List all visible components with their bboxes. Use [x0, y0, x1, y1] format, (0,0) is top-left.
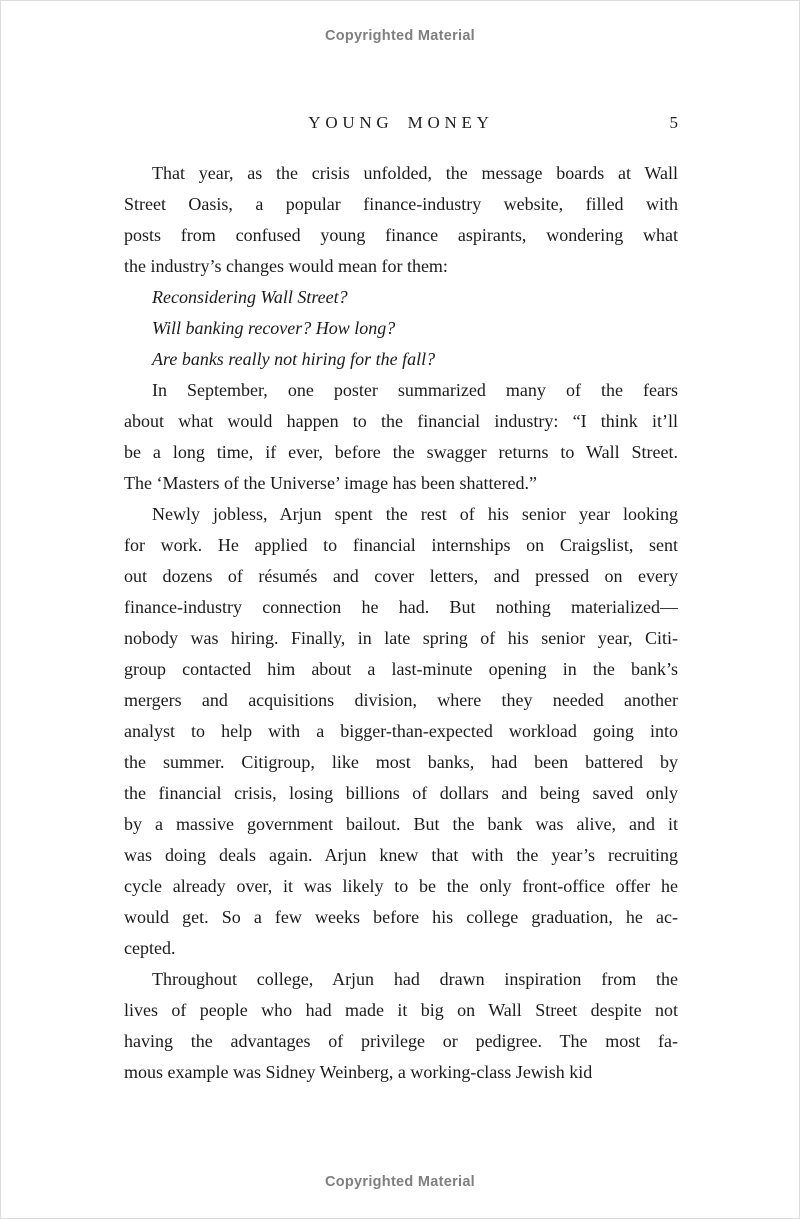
text-line: Reconsidering Wall Street? — [152, 287, 348, 307]
text-line: was doing deals again. Arjun knew that with the year’s recruiting — [124, 845, 678, 865]
text-line: The ‘Masters of the Universe’ image has been shattered.” — [124, 473, 537, 493]
running-header-title: YOUNG MONEY — [308, 113, 494, 132]
page-number: 5 — [669, 113, 678, 132]
text-line: the financial crisis, losing billions of dollars and being saved only — [124, 783, 678, 803]
text-line: by a massive government bailout. But the bank was alive, and it — [124, 814, 678, 834]
text-line: Street Oasis, a popular finance-industry website, filled with — [124, 194, 678, 214]
text-line: for work. He applied to financial internships on Craigslist, sent — [124, 535, 678, 555]
italic-paragraph — [124, 313, 678, 344]
italic-paragraph — [124, 282, 678, 313]
body-text — [124, 158, 678, 1088]
text-line: cycle already over, it was likely to be the only front-office offer he — [124, 876, 678, 896]
text-line: posts from confused young finance aspirants, wondering what — [124, 225, 678, 245]
text-line: That year, as the crisis unfolded, the message boards at Wall — [152, 163, 678, 183]
text-line: out dozens of résumés and cover letters, and pressed on every — [124, 566, 678, 586]
paragraph — [124, 499, 678, 964]
text-line: analyst to help with a bigger-than-expected workload going into — [124, 721, 678, 741]
paragraph — [124, 375, 678, 499]
text-line: mergers and acquisitions division, where they needed another — [124, 690, 678, 710]
text-line: finance-industry connection he had. But nothing materialized— — [124, 597, 678, 617]
text-line: Newly jobless, Arjun spent the rest of his senior year looking — [152, 504, 678, 524]
text-line: having the advantages of privilege or pedigree. The most fa- — [124, 1031, 678, 1051]
copyright-notice-bottom: Copyrighted Material — [324, 1174, 475, 1190]
paragraph — [124, 964, 678, 1088]
text-line: the summer. Citigroup, like most banks, had been battered by — [124, 752, 678, 772]
text-line: would get. So a few weeks before his college graduation, he ac- — [124, 907, 678, 927]
paragraph — [124, 158, 678, 282]
text-line: Will banking recover? How long? — [152, 318, 396, 338]
text-line: about what would happen to the financial industry: “I think it’ll — [124, 411, 678, 431]
text-line: lives of people who had made it big on Wall Street despite not — [124, 1000, 678, 1020]
text-line: be a long time, if ever, before the swagger returns to Wall Street. — [124, 442, 678, 462]
italic-paragraph — [124, 344, 678, 375]
text-line: Throughout college, Arjun had drawn inspiration from the — [152, 969, 678, 989]
text-line: Are banks really not hiring for the fall? — [152, 349, 436, 369]
text-line: In September, one poster summarized many of the fears — [152, 380, 678, 400]
text-line: nobody was hiring. Finally, in late spring of his senior year, Citi- — [124, 628, 678, 648]
text-line: mous example was Sidney Weinberg, a working-class Jewish kid — [124, 1062, 593, 1082]
copyright-notice-top: Copyrighted Material — [324, 28, 475, 44]
text-line: cepted. — [124, 938, 176, 958]
running-header — [124, 113, 678, 135]
text-line: the industry’s changes would mean for them: — [124, 256, 448, 276]
text-line: group contacted him about a last-minute opening in the bank’s — [124, 659, 678, 679]
